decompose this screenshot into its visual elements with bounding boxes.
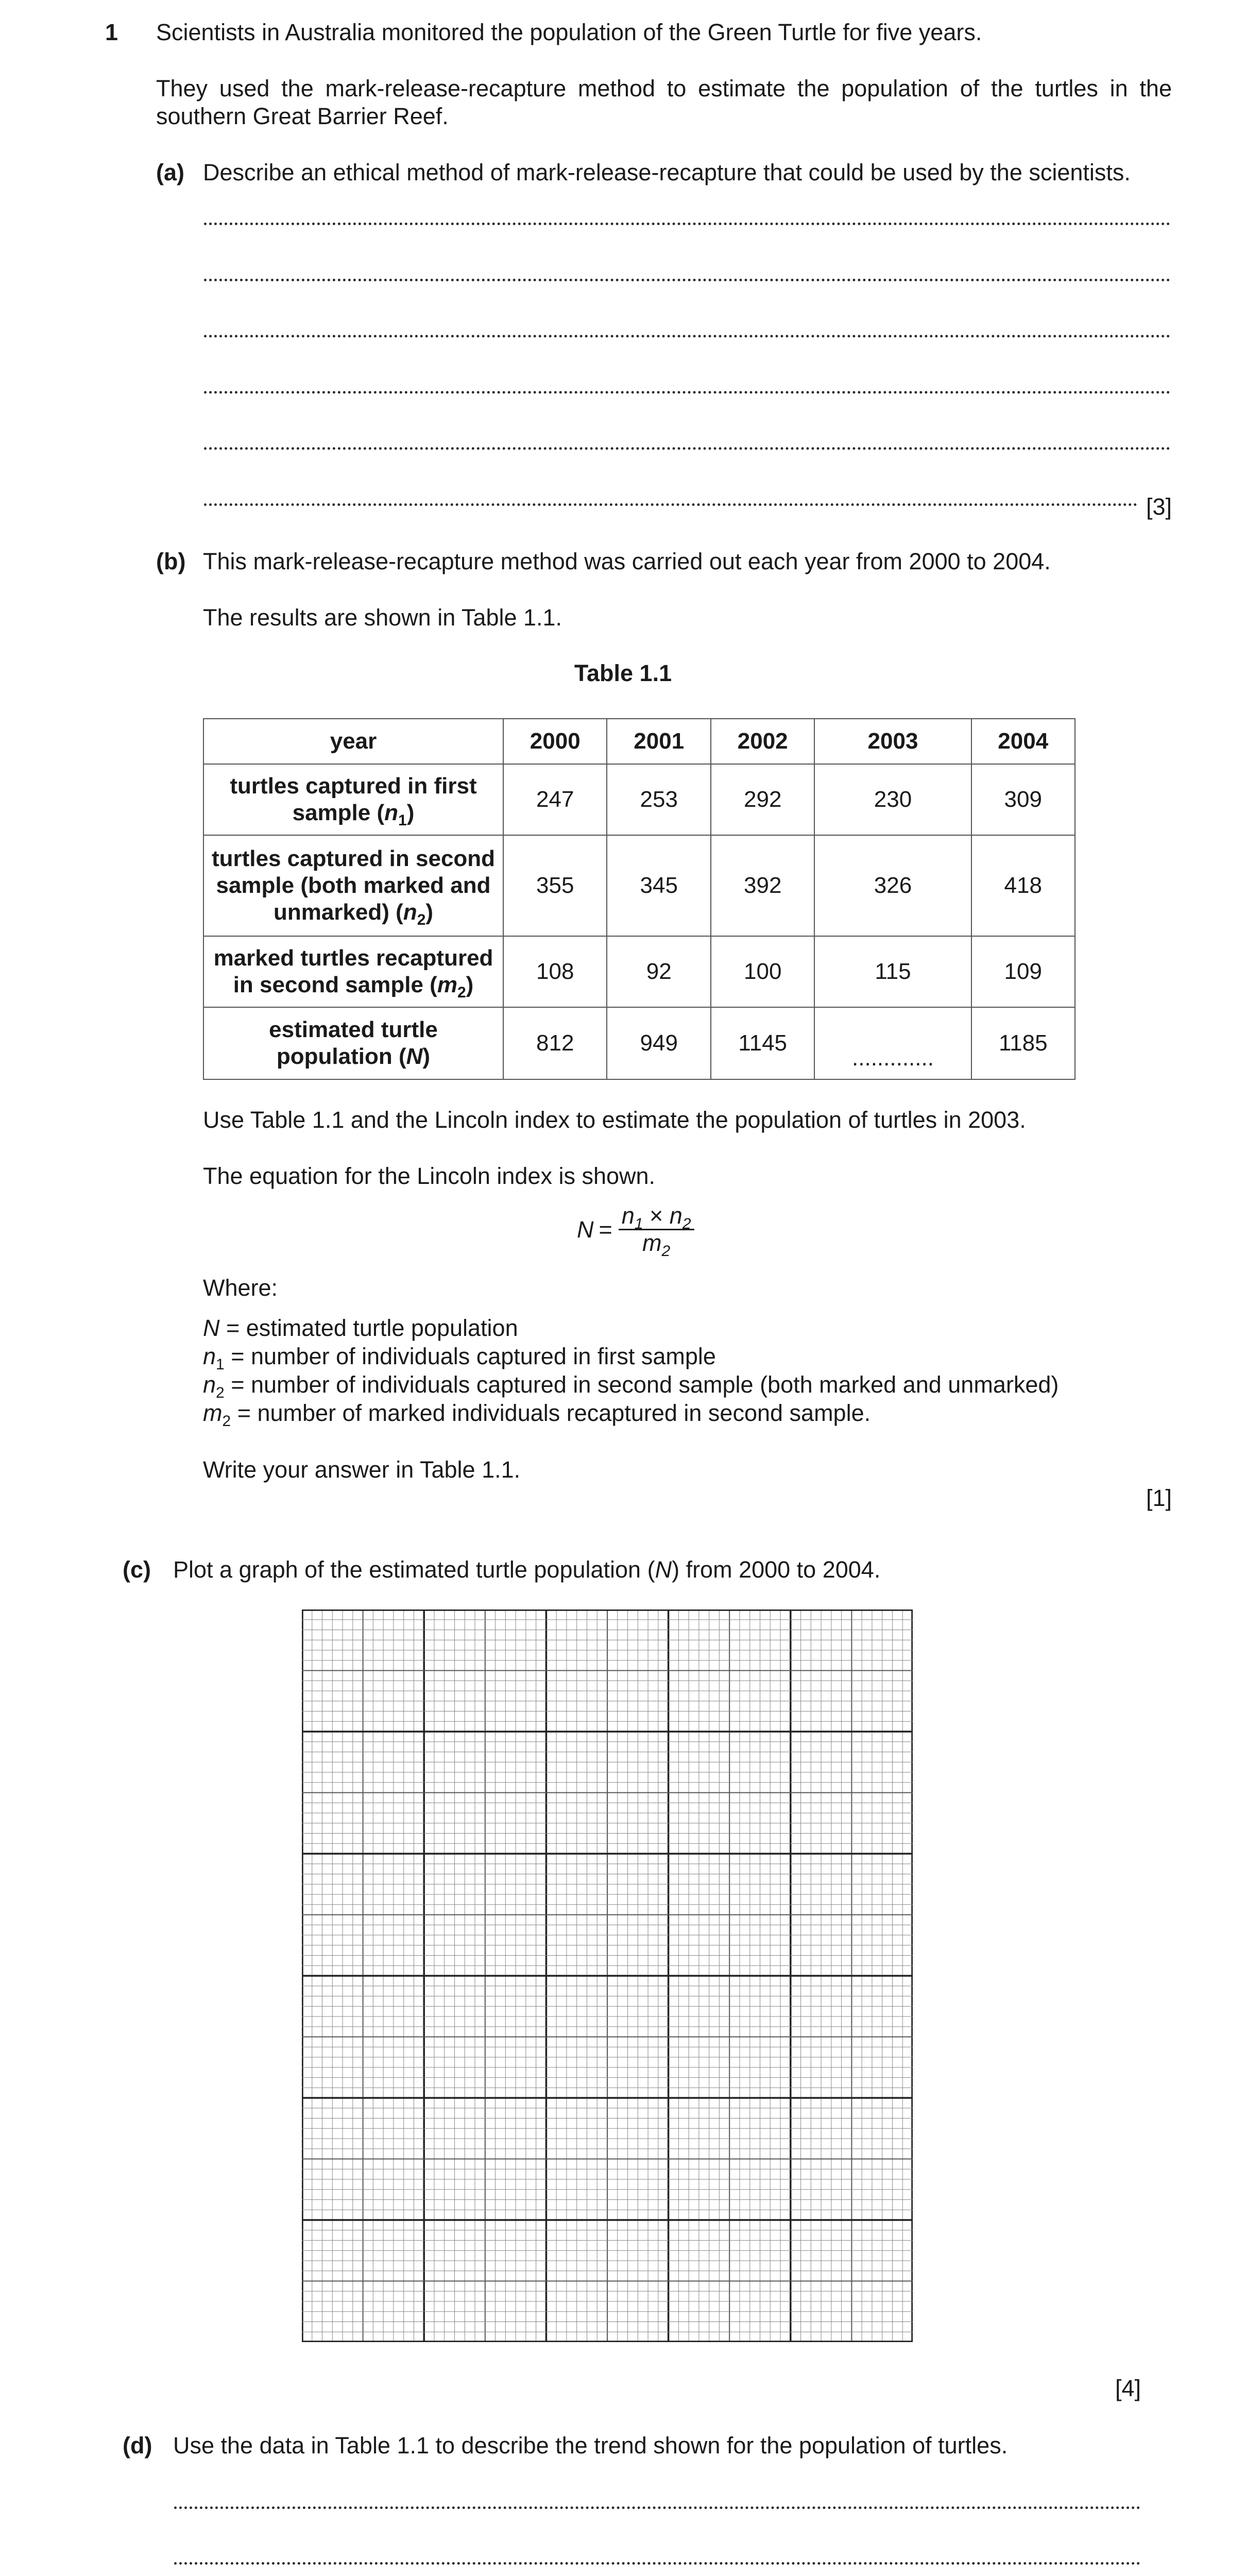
part-a-marks: [3] (1146, 494, 1172, 520)
table-cell: 92 (607, 936, 710, 1007)
data-table (203, 718, 1076, 1080)
answer-line[interactable] (174, 2562, 1140, 2565)
part-a-question: Describe an ethical method of mark-release-recapture that could be used by the scientists. (203, 159, 1131, 185)
table-cell: 309 (971, 764, 1076, 835)
table-row (203, 1007, 1075, 1079)
part-d-label: (d) (123, 2432, 152, 2459)
equation-intro: The equation for the Lincoln index is shown. (203, 1163, 656, 1189)
year-cell: 2003 (814, 719, 971, 764)
table-cell: 100 (711, 936, 814, 1007)
table-title: Table 1.1 (574, 660, 672, 686)
part-c-marks: [4] (1115, 2375, 1141, 2401)
definition-n1: $n_1$ = number of individuals captured in first sample (203, 1343, 716, 1373)
answer-line[interactable] (204, 335, 1170, 337)
row-label: turtles captured in first sample $(n_1)$ (203, 764, 503, 835)
table-cell: 247 (503, 764, 607, 835)
answer-line[interactable] (204, 503, 1137, 506)
year-cell: 2000 (503, 719, 607, 764)
table-cell: 109 (971, 936, 1076, 1007)
answer-line[interactable] (204, 279, 1170, 281)
table-cell: 418 (971, 835, 1076, 936)
table-row (203, 764, 1075, 835)
part-b-reference: The results are shown in Table 1.1. (203, 604, 562, 631)
answer-cell-2003[interactable]: ............. (814, 1007, 971, 1079)
table-cell: 355 (503, 835, 607, 936)
table-cell: 253 (607, 764, 710, 835)
table-header-row (203, 719, 1075, 764)
table-cell: 949 (607, 1007, 710, 1079)
part-b-marks: [1] (1146, 1485, 1172, 1511)
table-cell: 115 (814, 936, 971, 1007)
year-cell: 2001 (607, 719, 710, 764)
year-cell: 2004 (971, 719, 1076, 764)
answer-line[interactable] (204, 391, 1170, 394)
row-label: estimated turtle population (N) (203, 1007, 503, 1079)
table-cell: 1145 (711, 1007, 814, 1079)
part-b-question: This mark-release-recapture method was carried out each year from 2000 to 2004. (203, 548, 1051, 574)
definition-n2: $n_2$ = number of individuals captured in second sample (both marked and unmarked) (203, 1371, 1059, 1401)
answer-line[interactable] (204, 223, 1170, 225)
part-b-label: (b) (156, 548, 186, 574)
definition-N: N = estimated turtle population (203, 1315, 518, 1341)
year-header: year (203, 719, 503, 764)
table-cell: 345 (607, 835, 710, 936)
variable-definitions (203, 1314, 1059, 1430)
table-cell: 108 (503, 936, 607, 1007)
part-c-label: (c) (123, 1556, 151, 1583)
table-cell: 230 (814, 764, 971, 835)
question-intro: Scientists in Australia monitored the population of the Green Turtle for five years. (156, 19, 982, 45)
table-row (203, 936, 1075, 1007)
question-context: They used the mark-release-recapture method to estimate the population of the turtles in the southern Great Barrier Reef. (156, 75, 1172, 129)
row-label: marked turtles recaptured in second sample $(m_2)$ (203, 936, 503, 1007)
question-number: 1 (105, 19, 118, 45)
table-cell: 392 (711, 835, 814, 936)
year-cell: 2002 (711, 719, 814, 764)
where-label: Where: (203, 1275, 278, 1301)
table-cell: 812 (503, 1007, 607, 1079)
answer-line[interactable] (174, 2506, 1140, 2509)
lincoln-index-formula: N = $\frac{n_1 \times n_2}{m_2}$ (577, 1203, 694, 1256)
part-d-question: Use the data in Table 1.1 to describe the trend shown for the population of turtles. (173, 2432, 1008, 2459)
row-label: turtles captured in second sample (both marked and unmarked) $(n_2)$ (203, 835, 503, 936)
definition-m2: $m_2$ = number of marked individuals recaptured in second sample. (203, 1400, 871, 1430)
write-answer-instruction: Write your answer in Table 1.1. (203, 1456, 521, 1483)
part-a-label: (a) (156, 159, 184, 185)
table-cell: 326 (814, 835, 971, 936)
table-row (203, 835, 1075, 936)
answer-line[interactable] (204, 447, 1170, 450)
part-c-question: Plot a graph of the estimated turtle population (N) from 2000 to 2004. (173, 1556, 881, 1583)
part-b-instruction: Use Table 1.1 and the Lincoln index to estimate the population of turtles in 2003. (203, 1107, 1026, 1133)
graph-paper-grid[interactable] (302, 1609, 913, 2342)
table-cell: 292 (711, 764, 814, 835)
table-cell: 1185 (971, 1007, 1076, 1079)
